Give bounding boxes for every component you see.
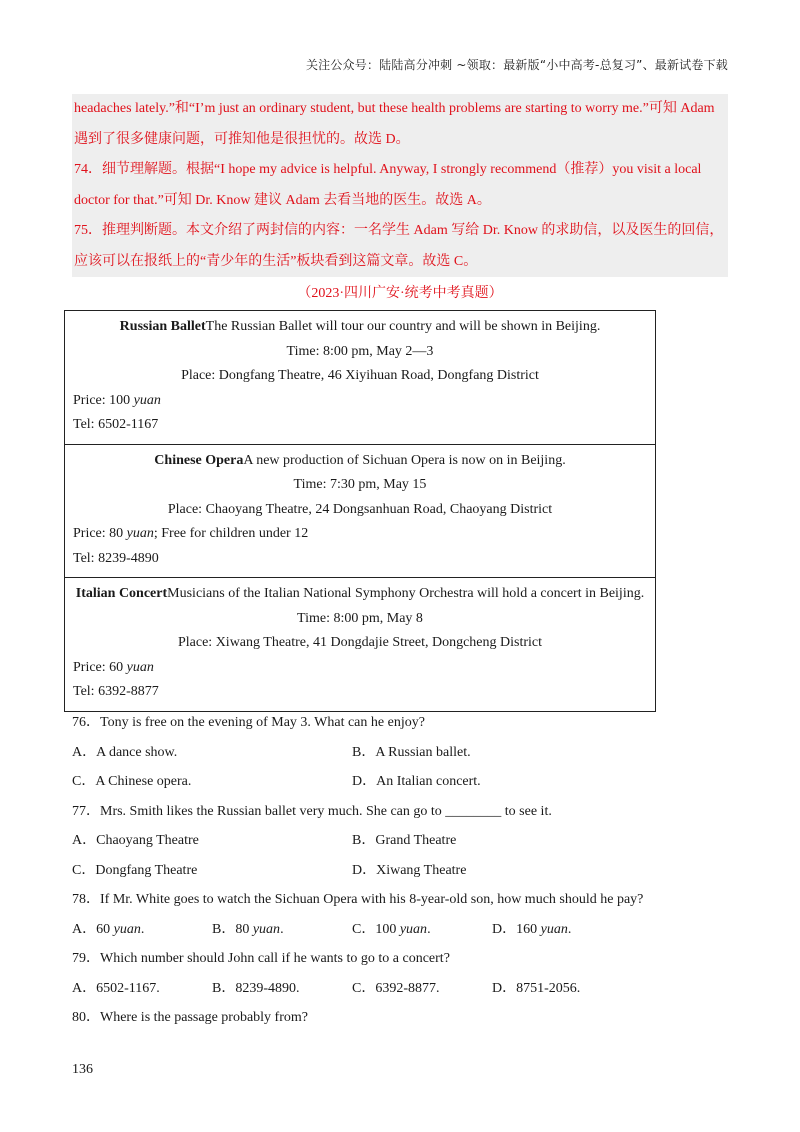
ad-price-label: Price: 60 (73, 659, 127, 675)
option-b-end: . (280, 921, 284, 937)
ad-title: Chinese Opera (154, 452, 244, 468)
ad-price-label: Price: 80 (73, 526, 127, 541)
option-c: C．Dongfang Theatre (72, 862, 198, 878)
option-a: A．Chaoyang Theatre (72, 833, 199, 848)
ad-title: Italian Concert (75, 586, 168, 601)
question-78-options (72, 915, 732, 945)
option-d: D．An Italian concert. (352, 774, 481, 789)
ad-description: Musicians of the Italian National Symphony Orchestra will hold a concert in Beijing. (167, 586, 645, 601)
answer-line: 75．推理判断题。本文介绍了两封信的内容：一名学生 Adam 写给 Dr. Know 的求助信，以及医生的回信， (74, 223, 724, 238)
option-a (72, 915, 144, 945)
question-76-options-2 (72, 767, 732, 797)
option-a: A．A dance show. (72, 744, 178, 760)
ad-chinese-opera (65, 445, 655, 579)
ad-time: Time: 7:30 pm, May 15 (293, 477, 427, 492)
ad-price (73, 389, 647, 414)
option-c: C．A Chinese opera. (72, 774, 192, 789)
ad-description: The Russian Ballet will tour our country and will be shown in Beijing. (205, 319, 601, 334)
option-c: C．6392-8877. (352, 980, 440, 996)
option-b: B．A Russian ballet. (352, 744, 471, 760)
option-d-end: . (567, 921, 572, 937)
answer-explanation-block (72, 94, 728, 277)
question-list (72, 708, 732, 1033)
option-c (352, 915, 431, 945)
option-d: D．8751-2056. (492, 980, 581, 996)
ad-time: Time: 8:00 pm, May 8 (297, 610, 423, 626)
option-b (212, 915, 284, 945)
ads-table (64, 310, 656, 712)
ad-price-unit: yuan (133, 392, 161, 408)
ad-russian-ballet (65, 311, 655, 445)
ad-price-label: Price: 100 (73, 392, 134, 408)
question-77-options (72, 826, 732, 856)
ad-place: Place: Dongfang Theatre, 46 Xiyihuan Road, Dongfang District (181, 368, 539, 383)
option-b-unit: yuan (252, 921, 281, 937)
ad-price (73, 522, 647, 547)
question-80: 80．Where is the passage probably from? (72, 1010, 308, 1025)
ad-italian-concert (65, 578, 655, 711)
option-c-label: C．100 (352, 921, 400, 937)
question-79-options (72, 974, 732, 1004)
ad-place: Place: Xiwang Theatre, 41 Dongdajie Street, Dongcheng District (177, 635, 543, 650)
question-79: 79．Which number should John call if he wants to go to a concert? (72, 951, 450, 966)
option-c-unit: yuan (399, 921, 428, 937)
ad-place: Place: Chaoyang Theatre, 24 Dongsanhuan Road, Chaoyang District (167, 501, 553, 517)
option-b: B．8239-4890. (212, 980, 300, 996)
exam-source: （2023·四川广安·统考中考真题） (297, 286, 503, 301)
ad-tel: Tel: 6502-1167 (73, 417, 159, 432)
ad-time: Time: 8:00 pm, May 2—3 (286, 343, 434, 359)
ad-headline (73, 582, 647, 607)
ad-price (73, 656, 647, 681)
ad-description: A new production of Sichuan Opera is now on in Beijing. (243, 452, 566, 468)
option-c-end: . (427, 921, 431, 937)
option-b: B．Grand Theatre (352, 833, 457, 848)
option-d-unit: yuan (540, 921, 568, 937)
answer-line: 应该可以在报纸上的“青少年的生活”板块看到这篇文章。故选 C。 (74, 253, 478, 269)
question-77: 77．Mrs. Smith likes the Russian ballet very much. She can go to ________ to see it. (72, 803, 552, 819)
ad-price-unit: yuan (126, 526, 154, 541)
ad-headline (73, 449, 647, 474)
option-a-unit: yuan (113, 921, 141, 937)
question-77-options-2 (72, 856, 732, 886)
option-d-label: D．160 (492, 921, 541, 937)
ad-tel: Tel: 8239-4890 (73, 550, 159, 566)
ad-tel: Tel: 6392-8877 (73, 684, 159, 699)
ad-title: Russian Ballet (119, 319, 206, 334)
page-number: 136 (72, 1062, 93, 1077)
option-a-label: A．60 (72, 921, 114, 937)
answer-line: 遇到了很多健康问题，可推知他是很担忧的。故选 D。 (74, 131, 410, 147)
ad-price-unit: yuan (126, 659, 154, 675)
option-d: D．Xiwang Theatre (352, 862, 467, 878)
ad-headline (73, 315, 647, 340)
option-a-end: . (140, 921, 145, 937)
question-78: 78．If Mr. White goes to watch the Sichuan Opera with his 8-year-old son, how much should he pay? (72, 892, 644, 907)
question-76-options (72, 738, 732, 768)
option-a: A．6502-1167. (72, 980, 160, 996)
answer-line: headaches lately.”和“I’m just an ordinary student, but these health problems are starting to worry me.”可知 Adam (74, 101, 715, 116)
option-b-label: B．80 (212, 921, 253, 937)
question-76: 76．Tony is free on the evening of May 3. What can he enjoy? (72, 715, 425, 730)
option-d (492, 915, 571, 945)
page-header: 关注公众号：陆陆高分冲刺 ~领取：最新版“小中高考-总复习”、最新试卷下载 (305, 58, 728, 72)
ad-price-extra: ; Free for children under 12 (153, 526, 309, 541)
answer-line: 74．细节理解题。根据“I hope my advice is helpful. Anyway, I strongly recommend（推荐）you visit a local (74, 162, 702, 177)
answer-line: doctor for that.”可知 Dr. Know 建议 Adam 去看当地的医生。故选 A。 (74, 192, 491, 208)
